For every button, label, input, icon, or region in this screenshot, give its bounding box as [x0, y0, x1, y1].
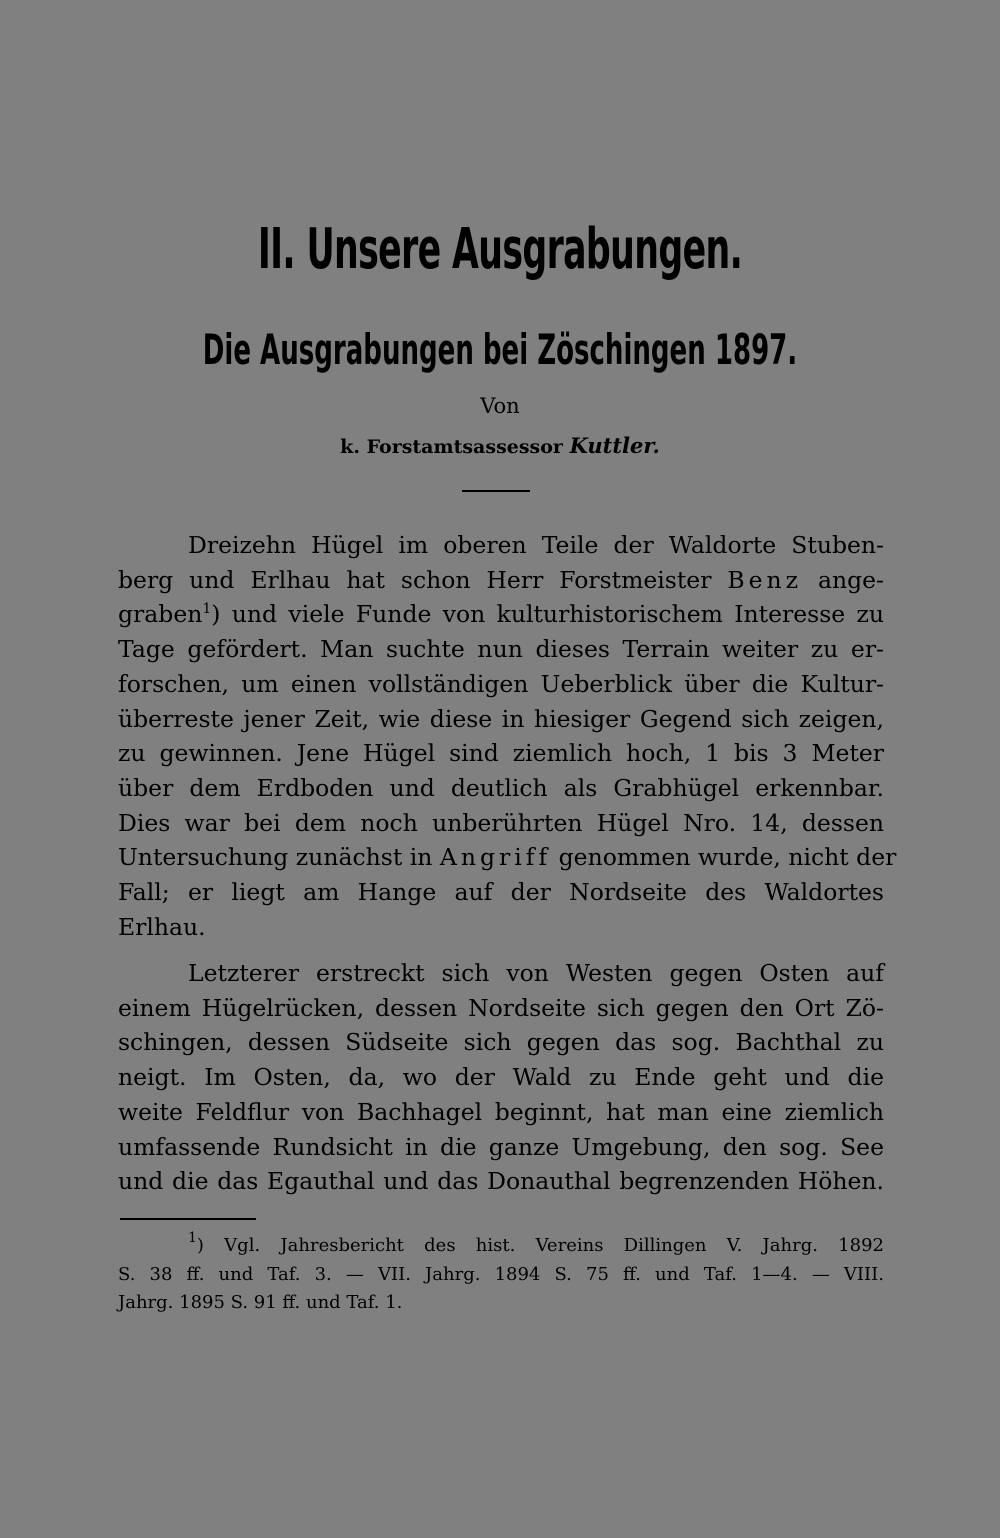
chapter-title: II. Unsere Ausgrabungen. — [257, 217, 743, 282]
text-line: Dies war bei dem noch unberührten Hügel Nro. 14, dessen — [118, 808, 884, 837]
text-line: weite Feldflur von Bachhagel beginnt, hat man eine ziemlich — [118, 1097, 884, 1126]
text-line: Tage gefördert. Man suchte nun dieses Terrain weiter zu er- — [118, 635, 884, 664]
footnote-line: Jahrg. 1895 S. 91 ff. und Taf. 1. — [118, 1292, 403, 1313]
text-line: Fall; er liegt am Hange auf der Nordseite des Waldortes — [118, 878, 884, 907]
text-line: und die das Egauthal und das Donauthal begrenzenden Höhen. — [118, 1167, 884, 1196]
text-span: genommen wurde, nicht der — [551, 843, 897, 872]
footnote-divider — [120, 1218, 256, 1220]
text-line — [118, 840, 897, 875]
footnote-marker: 1 — [188, 1230, 197, 1246]
author-prefix: k. Forstamtsassessor — [340, 436, 563, 458]
text-line: überreste jener Zeit, wie diese in hiesiger Gegend sich zeigen, — [118, 704, 884, 733]
text-span: ange- — [802, 565, 884, 594]
text-line: umfassende Rundsicht in die ganze Umgebung, den sog. See — [118, 1132, 884, 1161]
text-line: neigt. Im Osten, da, wo der Wald zu Ende geht und die — [118, 1063, 884, 1092]
footnote-line — [118, 1232, 884, 1261]
footnote-line: S. 38 ff. und Taf. 3. — VII. Jahrg. 1894 S. 75 ff. und Taf. 1—4. — VIII. — [118, 1263, 884, 1285]
text-span: Untersuchung zunächst in — [118, 843, 440, 872]
text-span: berg und Erlhau hat schon Herr Forstmeister — [118, 565, 728, 594]
text-line: über dem Erdboden und deutlich als Grabhügel erkennbar. — [118, 773, 884, 802]
text-line: Letzterer erstreckt sich von Westen gegen Osten auf — [188, 959, 884, 987]
footnote — [118, 1232, 884, 1318]
text-line — [118, 563, 884, 598]
byline-von: Von — [480, 394, 520, 418]
text-line — [118, 597, 884, 632]
text-line: einem Hügelrücken, dessen Nordseite sich gegen den Ort Zö- — [118, 993, 884, 1022]
spaced-name: Benz — [727, 565, 803, 594]
author-line — [0, 432, 1000, 461]
spaced-word: Angriff — [439, 843, 552, 872]
text-span: graben — [118, 600, 203, 629]
paragraph-1 — [118, 528, 897, 944]
text-line: Dreizehn Hügel im oberen Teile der Waldorte Stuben- — [188, 531, 884, 559]
author-name: Kuttler. — [569, 433, 660, 458]
text-line: forschen, um einen vollständigen Ueberblick über die Kultur- — [118, 669, 884, 698]
text-line: zu gewinnen. Jene Hügel sind ziemlich hoch, 1 bis 3 Meter — [118, 739, 884, 768]
text-line: schingen, dessen Südseite sich gegen das sog. Bachthal zu — [118, 1028, 884, 1057]
text-span: ) Vgl. Jahresbericht des hist. Vereins Dillingen V. Jahrg. 1892 — [196, 1235, 884, 1256]
section-subtitle: Die Ausgrabungen bei Zöschingen 1897. — [202, 325, 798, 374]
text-span: ) und viele Funde von kulturhistorischem Interesse zu — [211, 600, 884, 629]
paragraph-2 — [118, 956, 884, 1199]
text-line: Erlhau. — [118, 912, 206, 941]
heading-divider — [462, 490, 530, 492]
footnote-ref[interactable]: 1 — [202, 601, 212, 618]
